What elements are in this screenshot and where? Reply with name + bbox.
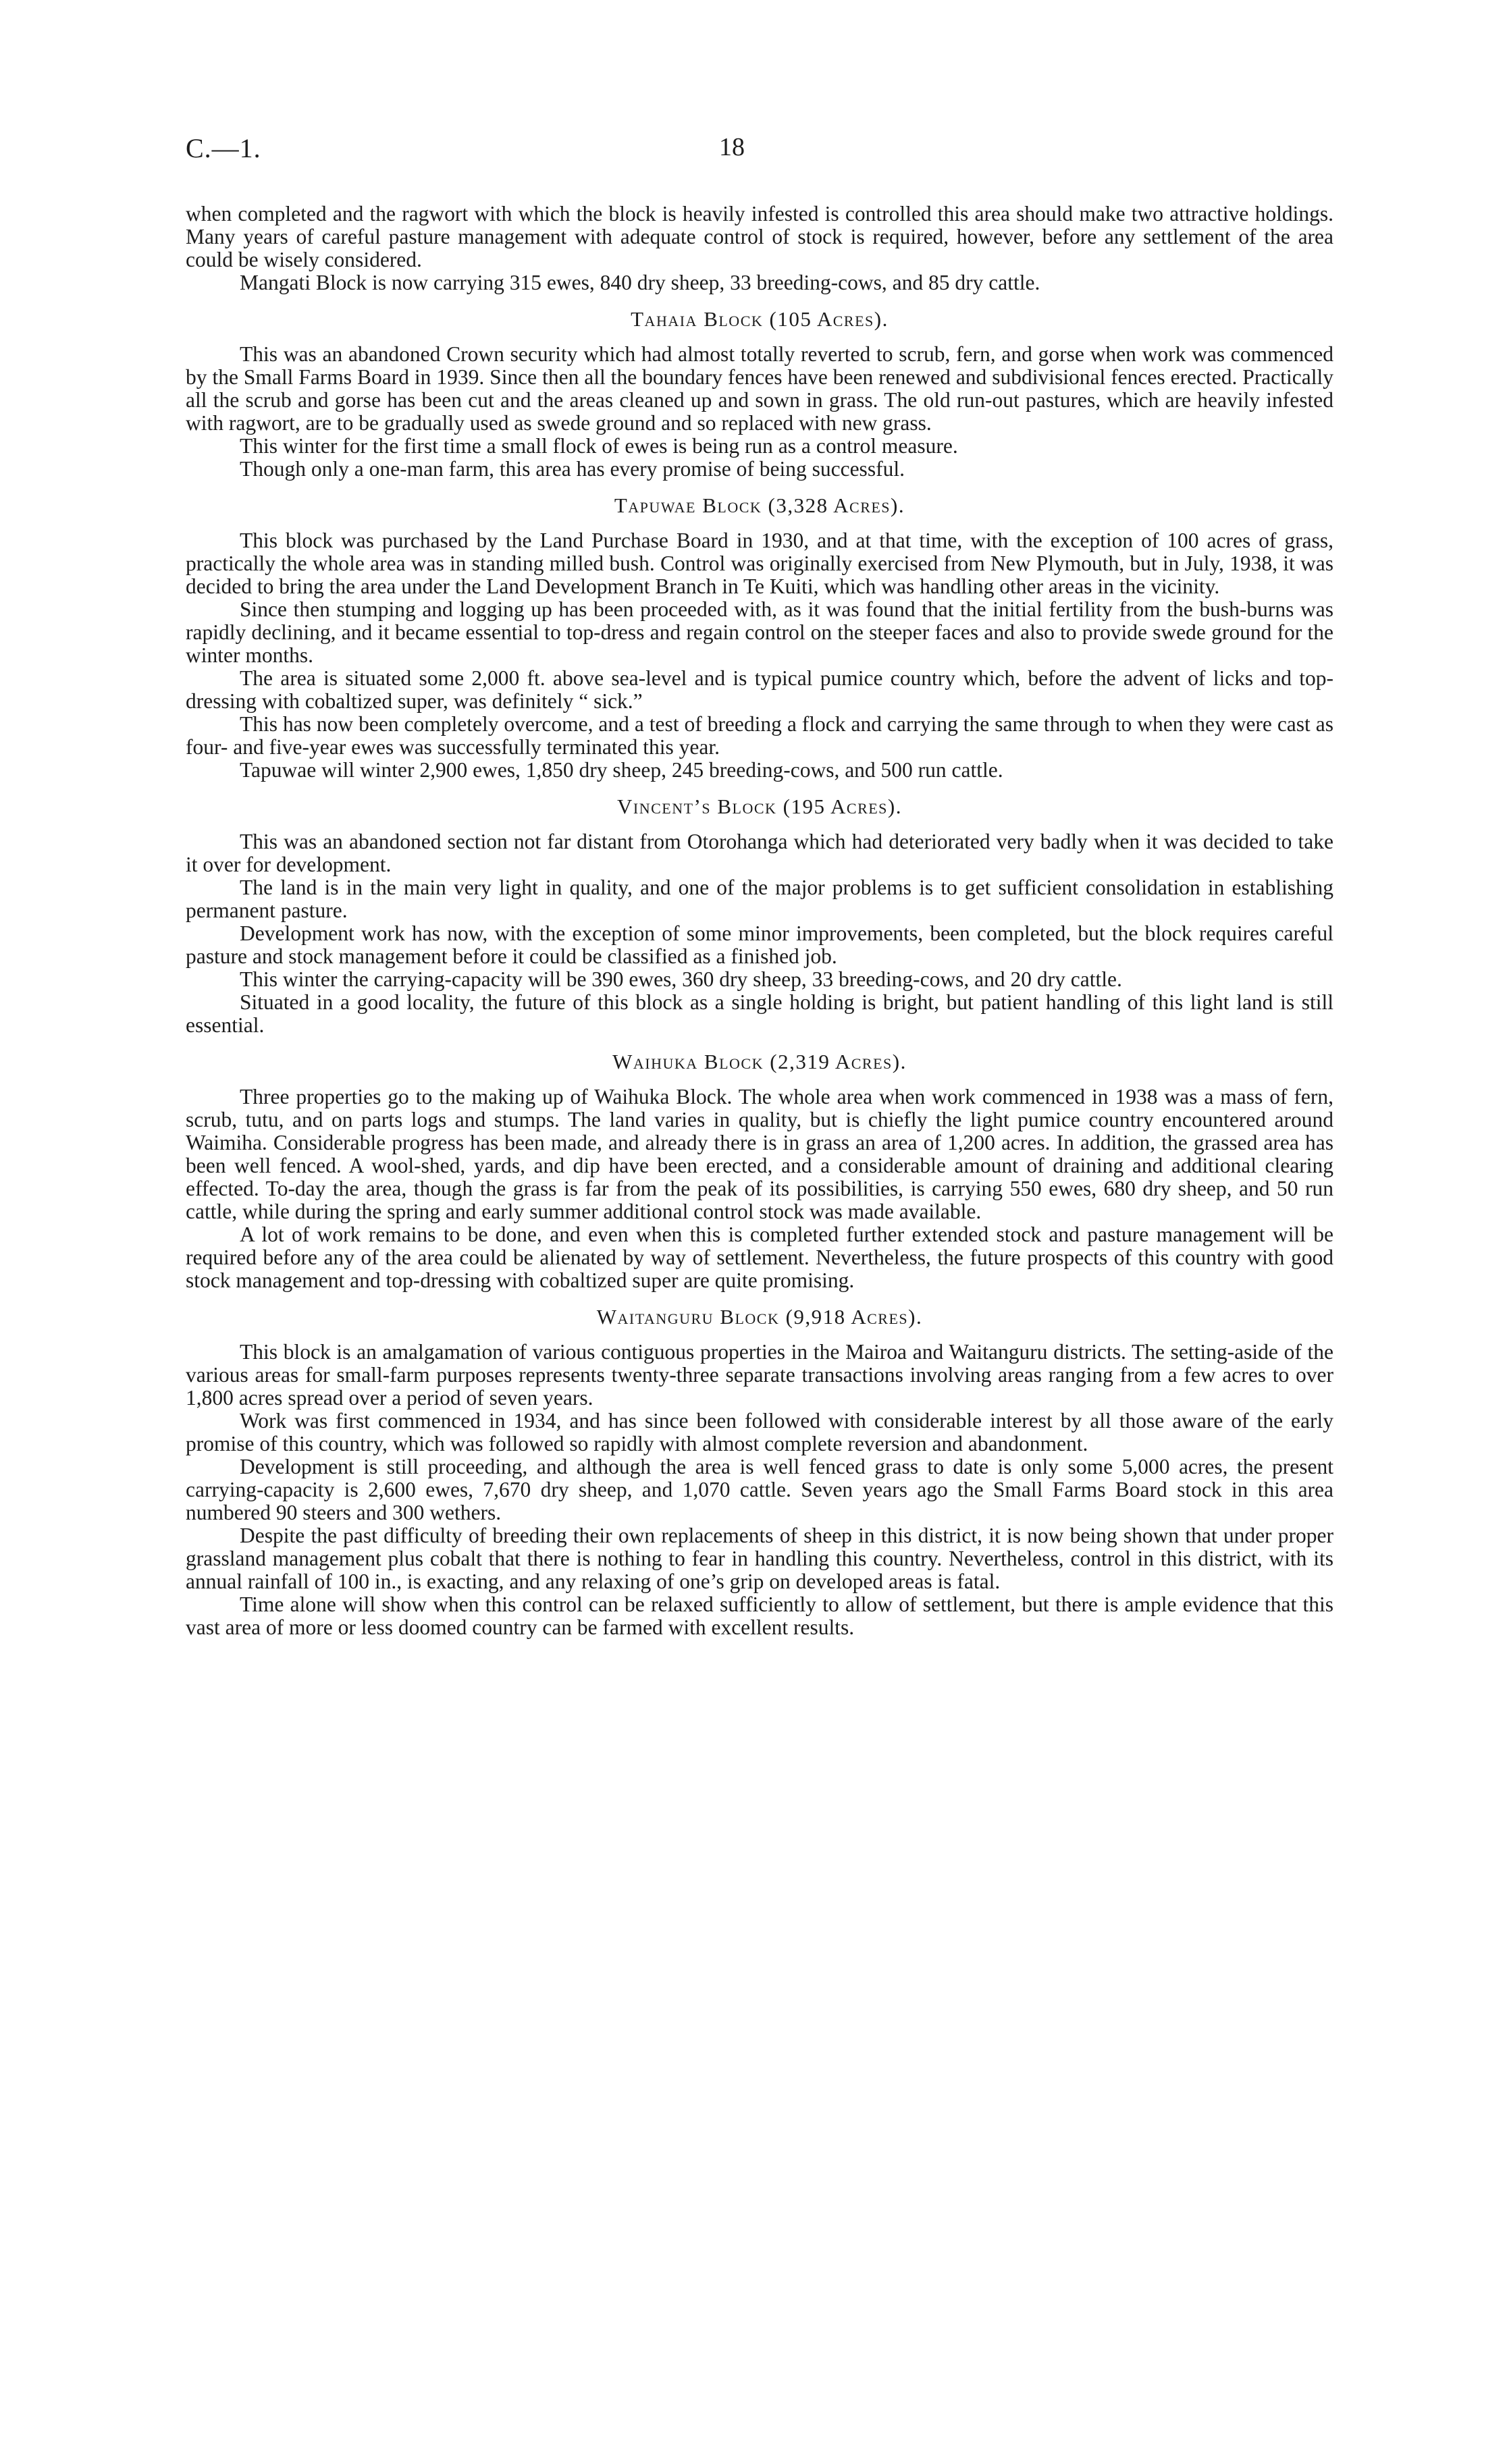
paragraph: Mangati Block is now carrying 315 ewes, 840 dry sheep, 33 breeding-cows, and 85 dry cattle. xyxy=(240,271,1040,294)
page-number: 18 xyxy=(719,133,745,161)
paragraph: when completed and the ragwort with which the block is heavily infested is controlled this area should make two attractive holdings. Many years of careful pasture management with adequate control of stock is required, however, before any settlement of the area could be wisely considered. xyxy=(186,202,1333,271)
section-heading: Tahaia Block (105 Acres). xyxy=(631,307,889,331)
paragraph: Situated in a good locality, the future of this block as a single holding is bright, but patient handling of this light land is still essential. xyxy=(186,990,1333,1037)
document-series-code: C.—1. xyxy=(186,133,261,163)
section-heading: Tapuwae Block (3,328 Acres). xyxy=(614,493,905,517)
section-heading: Waitanguru Block (9,918 Acres). xyxy=(596,1305,923,1329)
section-heading: Vincent’s Block (195 Acres). xyxy=(616,795,902,818)
paragraph: Since then stumping and logging up has been proceeded with, as it was found that the initial fertility from the bush-burns was rapidly declining, and it became essential to top-dress and regain control on the steeper faces and also to provide swede ground for the winter months. xyxy=(186,597,1333,667)
paragraph: This was an abandoned Crown security which had almost totally reverted to scrub, fern, and gorse when work was commenced by the Small Farms Board in 1939. Since then all the boundary fences have been renewed and subdivisional fences erected. Practically all the scrub and gorse has been cut and the areas cleaned up and sown in grass. The old run-out pastures, which are heavily infested with ragwort, are to be gradually used as swede ground and so replaced with new grass. xyxy=(186,342,1333,435)
paragraph: Work was first commenced in 1934, and has since been followed with considerable interest by all those aware of the early promise of this country, which was followed so rapidly with almost complete reversion and abandonment. xyxy=(186,1409,1333,1455)
paragraph: Development work has now, with the exception of some minor improvements, been completed, but the block requires careful pasture and stock management before it could be classified as a finished job. xyxy=(186,921,1333,968)
section-tapuwae-block xyxy=(186,494,1333,782)
paragraph: Though only a one-man farm, this area has every promise of being successful. xyxy=(240,457,905,481)
page-header xyxy=(186,132,1333,166)
paragraph: This has now been completely overcome, and a test of breeding a flock and carrying the same through to when they were cast as four- and five-year ewes was successfully terminated this year. xyxy=(186,712,1333,759)
document-body xyxy=(186,203,1333,1639)
section-vincents-block xyxy=(186,795,1333,1037)
paragraph: This winter the carrying-capacity will be 390 ewes, 360 dry sheep, 33 breeding-cows, and 20 dry cattle. xyxy=(240,967,1122,991)
section-heading: Waihuka Block (2,319 Acres). xyxy=(612,1050,907,1073)
paragraph: This winter for the first time a small flock of ewes is being run as a control measure. xyxy=(240,434,958,458)
paragraph: This block is an amalgamation of various contiguous properties in the Mairoa and Waitanguru districts. The setting-aside of the various areas for small-farm purposes represents twenty-three separate transactions involving areas ranging from a few acres to over 1,800 acres spread over a period of seven years. xyxy=(186,1340,1333,1410)
paragraph: Development is still proceeding, and although the area is well fenced grass to date is only some 5,000 acres, the present carrying-capacity is 2,600 ewes, 7,670 dry sheep, and 1,070 cattle. Seven years ago the Small Farms Board stock in this area numbered 90 steers and 300 wethers. xyxy=(186,1455,1333,1524)
section-mangati-continued xyxy=(186,203,1333,294)
paragraph: The land is in the main very light in quality, and one of the major problems is to get sufficient consolidation in establishing permanent pasture. xyxy=(186,876,1333,922)
paragraph: Three properties go to the making up of Waihuka Block. The whole area when work commenced in 1938 was a mass of fern, scrub, tutu, and on parts logs and stumps. The land varies in quality, but is chiefly the light pumice country encountered around Waimiha. Considerable progress has been made, and already there is in grass an area of 1,200 acres. In addition, the grassed area has been well fenced. A wool-shed, yards, and dip have been erected, and a considerable amount of draining and additional clearing effected. To-day the area, though the grass is far from the peak of its possibilities, is carrying 550 ewes, 680 dry sheep, and 50 run cattle, while during the spring and early summer additional control stock was made available. xyxy=(186,1085,1333,1223)
paragraph: This was an abandoned section not far distant from Otorohanga which had deteriorated very badly when it was decided to take it over for development. xyxy=(186,830,1333,876)
section-waihuka-block xyxy=(186,1050,1333,1292)
paragraph: Time alone will show when this control can be relaxed sufficiently to allow of settlement, but there is ample evidence that this vast area of more or less doomed country can be farmed with excellent results. xyxy=(186,1592,1333,1639)
paragraph: Despite the past difficulty of breeding their own replacements of sheep in this district, it is now being shown that under proper grassland management plus cobalt that there is nothing to fear in handling this country. Nevertheless, control in this district, with its annual rainfall of 100 in., is exacting, and any relaxing of one’s grip on developed areas is fatal. xyxy=(186,1524,1333,1593)
section-waitanguru-block xyxy=(186,1306,1333,1639)
paragraph: The area is situated some 2,000 ft. above sea-level and is typical pumice country which, before the advent of licks and top-dressing with cobaltized super, was definitely “ sick.” xyxy=(186,666,1333,713)
section-tahaia-block xyxy=(186,308,1333,481)
paragraph: This block was purchased by the Land Purchase Board in 1930, and at that time, with the exception of 100 acres of grass, practically the whole area was in standing milled bush. Control was originally exercised from New Plymouth, but in July, 1938, it was decided to bring the area under the Land Development Branch in Te Kuiti, which was handling other areas in the vicinity. xyxy=(186,529,1333,598)
paragraph: A lot of work remains to be done, and even when this is completed further extended stock and pasture management will be required before any of the area could be alienated by way of settlement. Nevertheless, the future prospects of this country with good stock management and top-dressing with cobaltized super are quite promising. xyxy=(186,1223,1333,1292)
paragraph: Tapuwae will winter 2,900 ewes, 1,850 dry sheep, 245 breeding-cows, and 500 run cattle. xyxy=(240,758,1003,782)
